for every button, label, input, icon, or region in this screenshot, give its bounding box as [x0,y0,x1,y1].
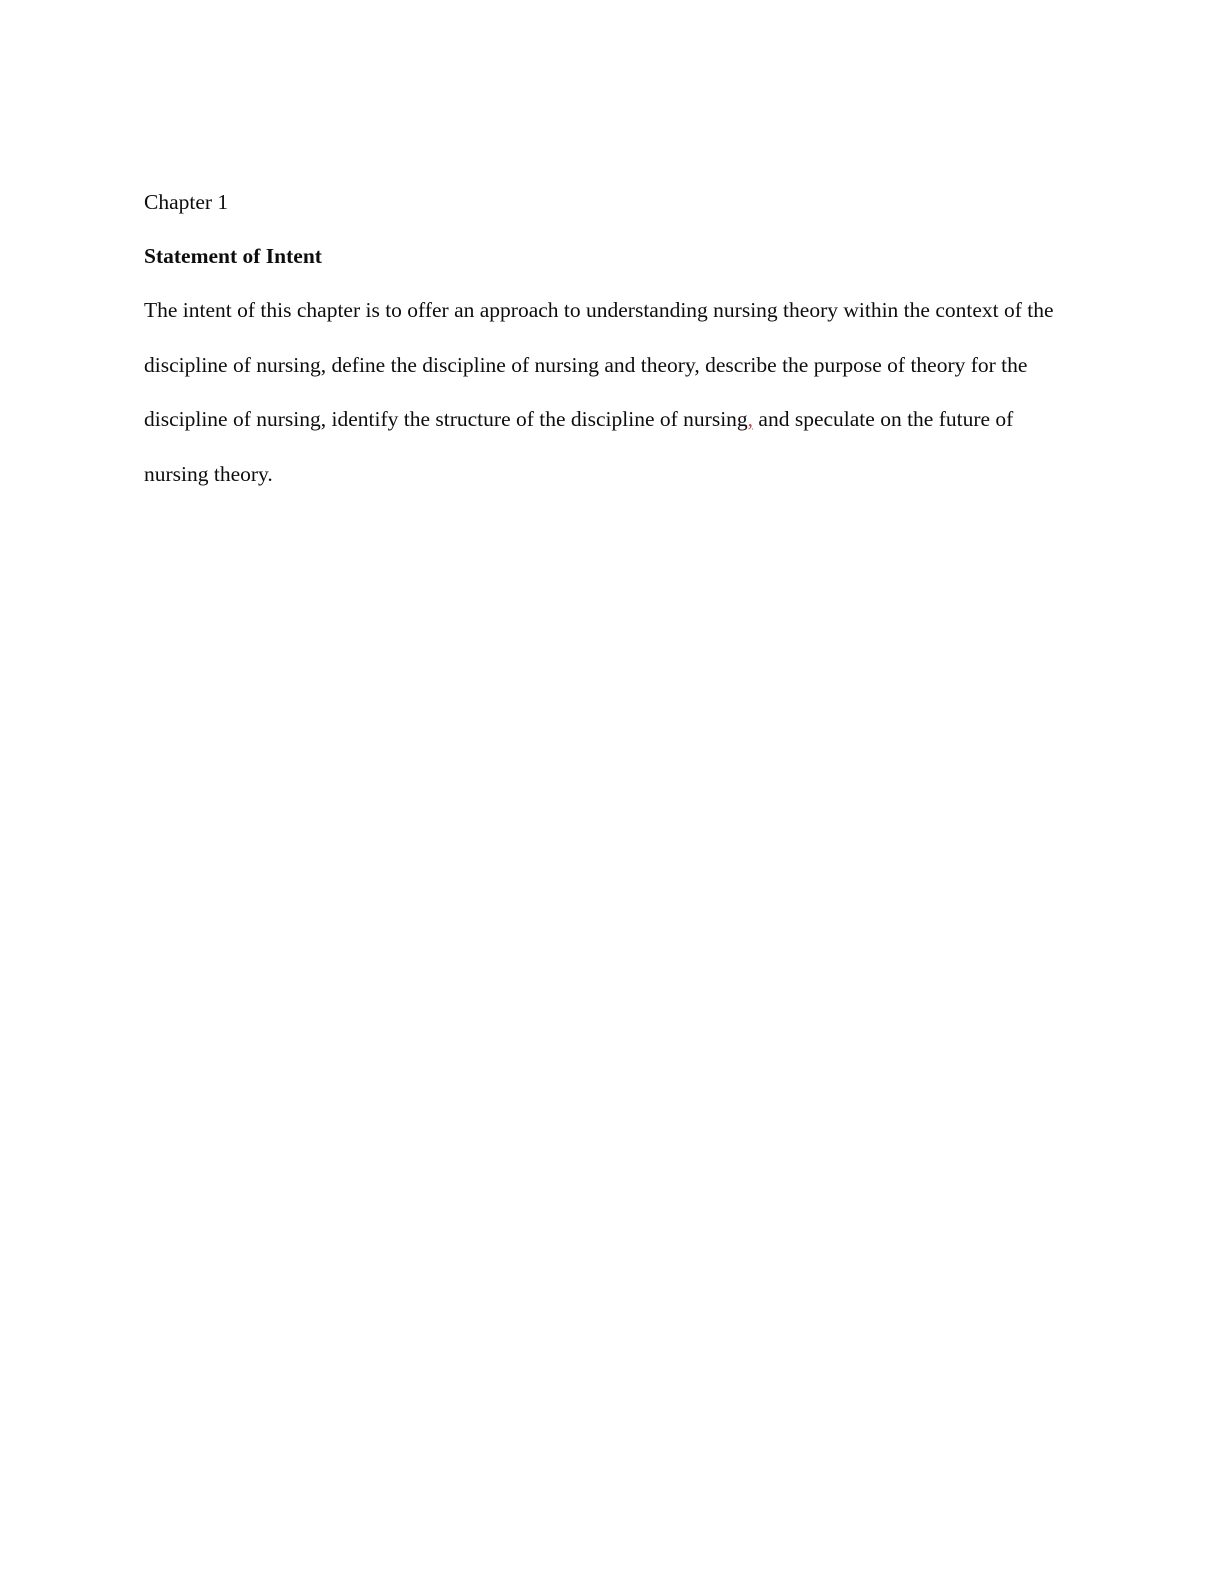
section-heading: Statement of Intent [144,244,322,268]
intent-paragraph [144,283,1069,501]
paragraph-text-second-segment: and speculate on the future of nursing theory. [144,407,1014,486]
document-body [144,175,1080,501]
chapter-label: Chapter 1 [144,190,229,214]
tracked-change-comma: , [747,407,754,431]
paragraph-text-first-segment: The intent of this chapter is to offer an approach to understanding nursing theory within the context of the discipline of nursing, define the discipline of nursing and theory, describe the purpose of theory for the discipline of nursing, identify the structure of the discipline of nursing [144,298,1054,431]
